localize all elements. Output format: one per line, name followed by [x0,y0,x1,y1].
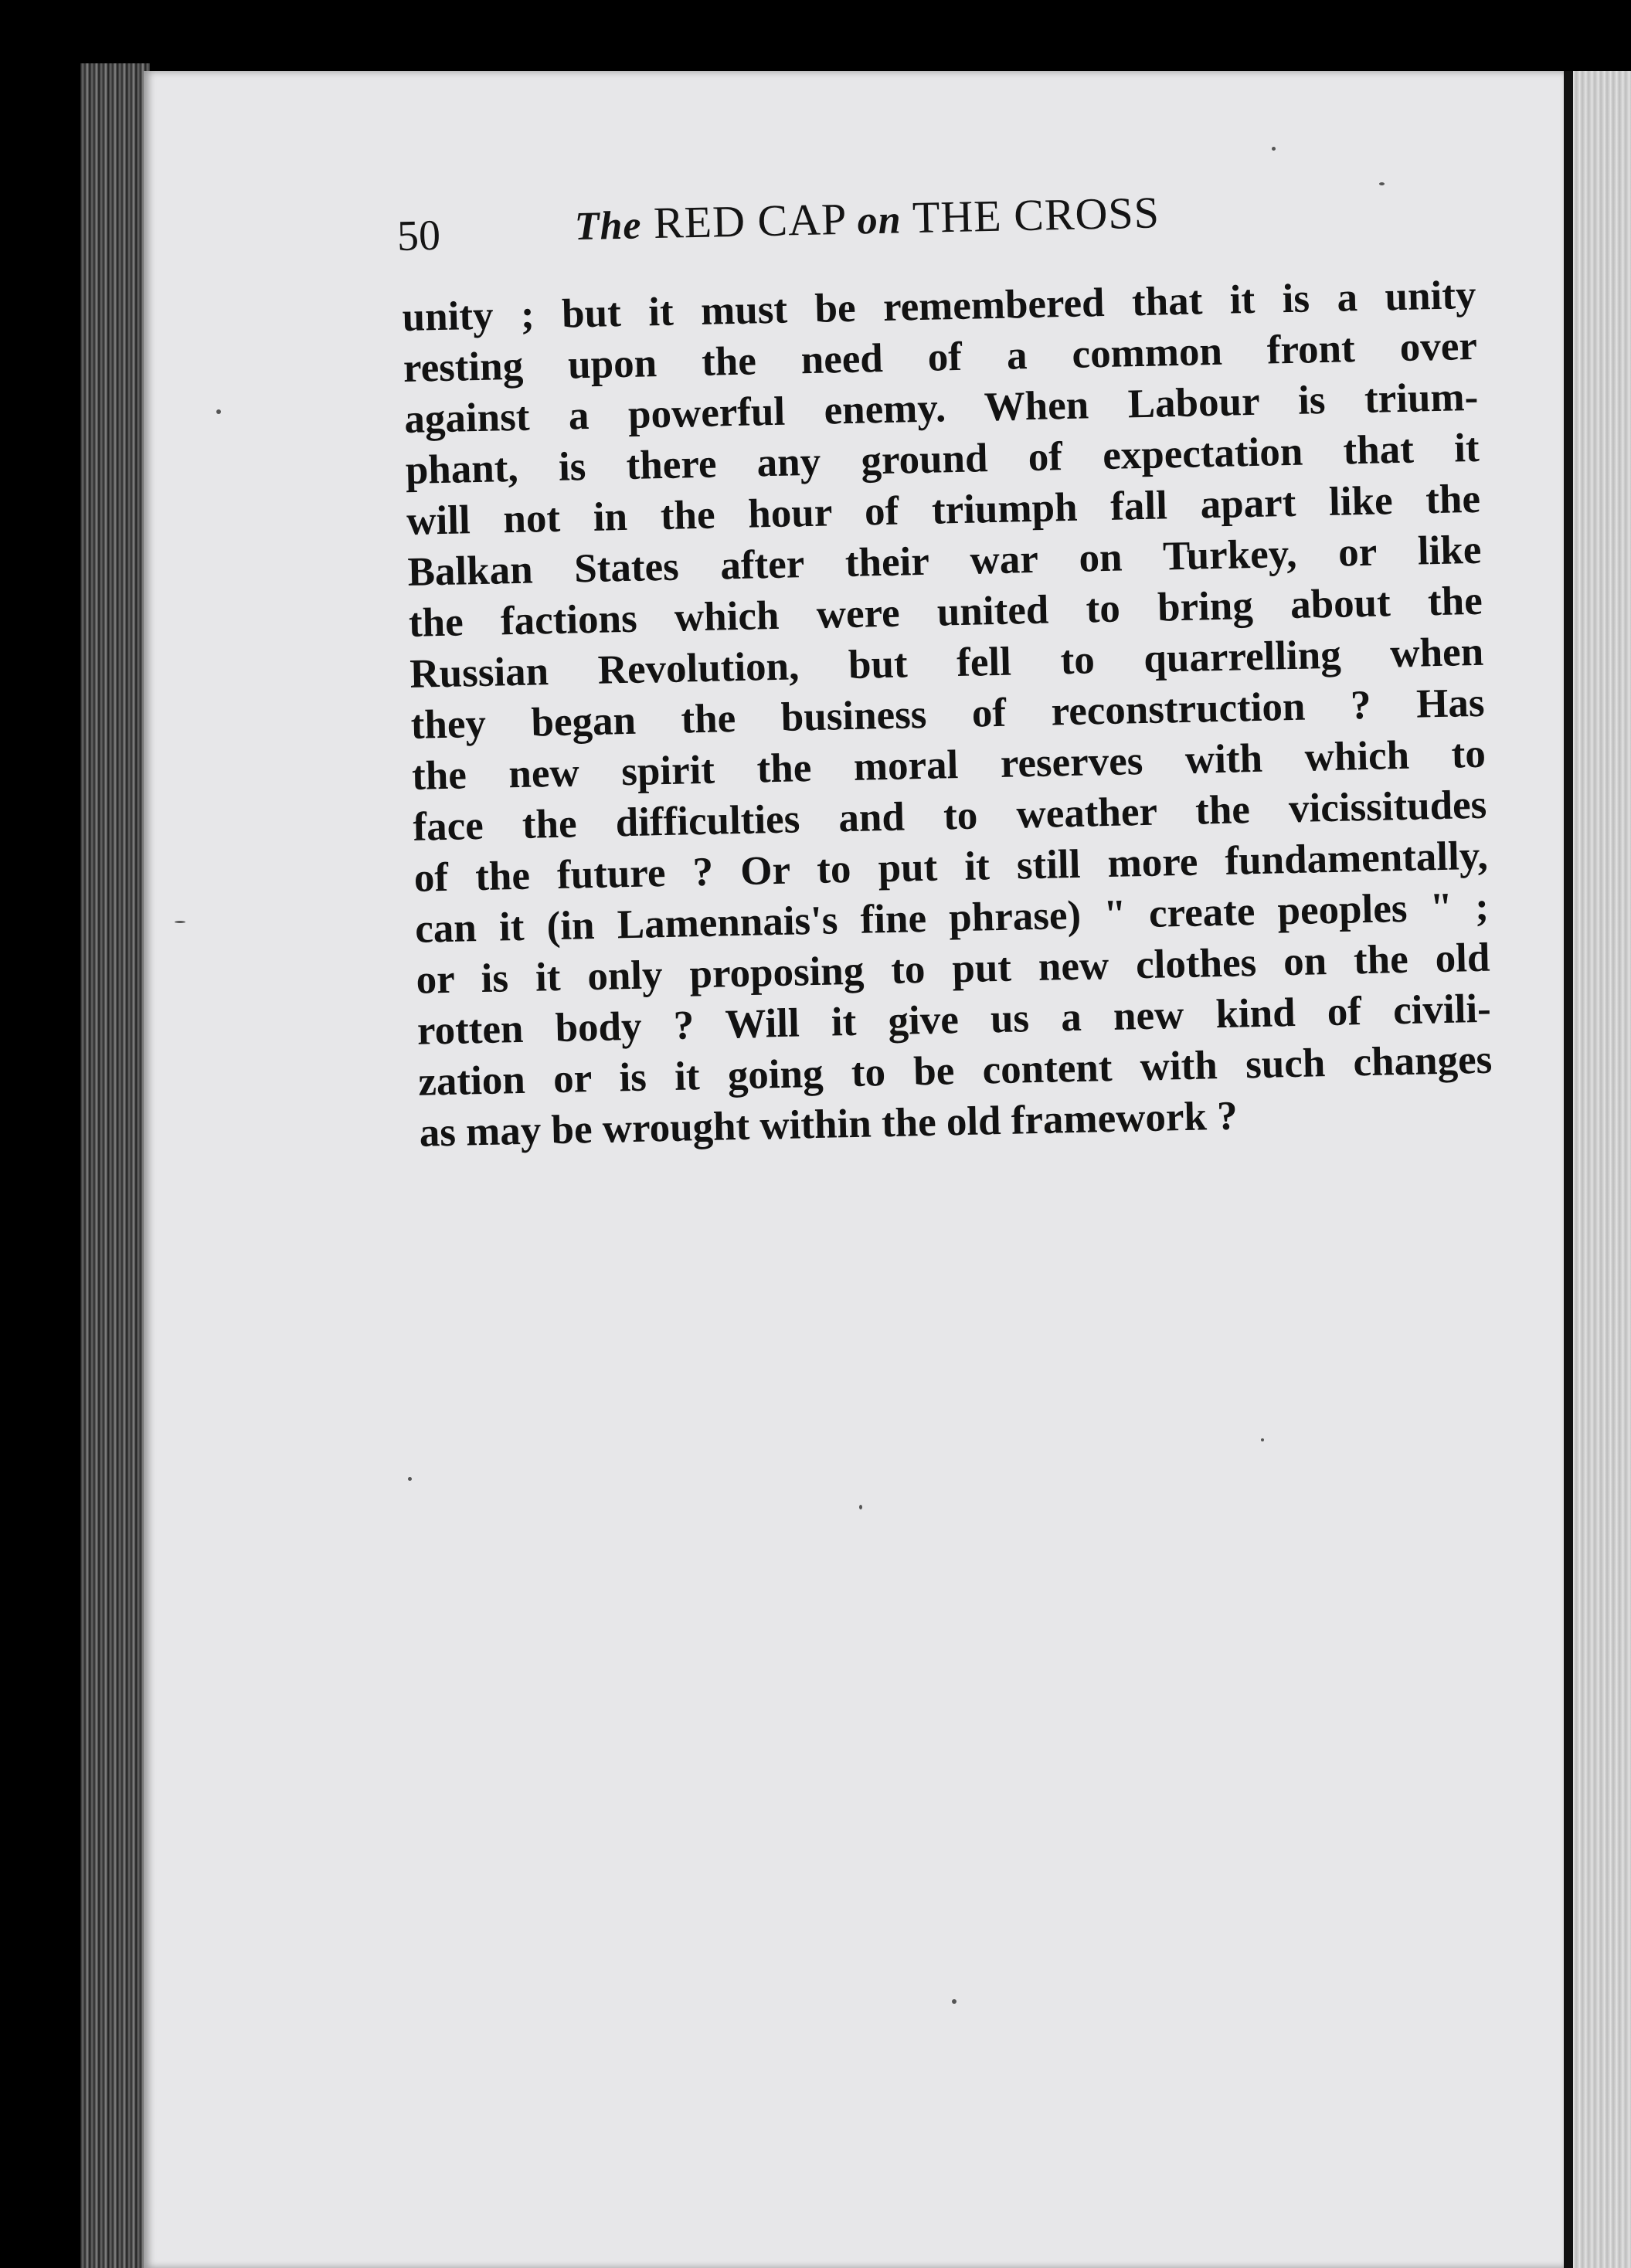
text-line: against a powerful enemy. When Labour is trium- [403,374,1479,442]
title-the-cross: THE CROSS [912,187,1160,243]
scan-speck [1272,147,1276,151]
text-line: can it (in Lamennais's fine phrase) " create peoples " ; [414,884,1490,952]
text-line: of the future ? Or to put it still more fundamentally, [413,833,1489,901]
scan-speck [1379,182,1385,185]
scan-speck [408,1477,412,1481]
text-line: phant, is there any ground of expectation that it [405,425,1480,493]
text-line: the factions which were united to bring about the [408,578,1483,646]
text-line: rotten body ? Will it give us a new kind of civili- [416,986,1492,1054]
text-line: the new spirit the moral reserves with which to [411,731,1487,799]
text-line: they began the business of reconstruction ? Has [410,680,1486,748]
page-number: 50 [396,211,441,260]
book-spine-edge [80,63,150,2268]
text-line: resting upon the need of a common front over [403,323,1478,391]
adjacent-page-edge [1573,71,1631,2268]
scan-speck [952,1999,957,2004]
text-line: face the difficulties and to weather the vicissitudes [412,782,1487,850]
title-the: The [574,203,643,250]
title-on: on [857,198,902,243]
text-line: Balkan States after their war on Turkey, or like [406,527,1482,595]
scan-speck [216,409,221,414]
text-line: Russian Revolution, but fell to quarrelling when [409,629,1484,697]
page-gutter [1564,71,1573,2268]
text-line: unity ; but it must be remembered that it is a unity [402,272,1476,340]
body-paragraph [402,270,1493,1159]
scan-speck [1261,1438,1264,1441]
text-line: will not in the hour of triumph fall apart like the [406,476,1481,544]
title-red-cap: RED CAP [653,193,846,249]
scan-speck [859,1505,862,1509]
text-line: as may be wrought within the old framework ? [419,1093,1239,1156]
scan-speck [175,921,185,923]
text-line: zation or is it going to be content with such changes [417,1037,1493,1105]
text-line: or is it only proposing to put new clothes on the old [416,935,1490,1003]
